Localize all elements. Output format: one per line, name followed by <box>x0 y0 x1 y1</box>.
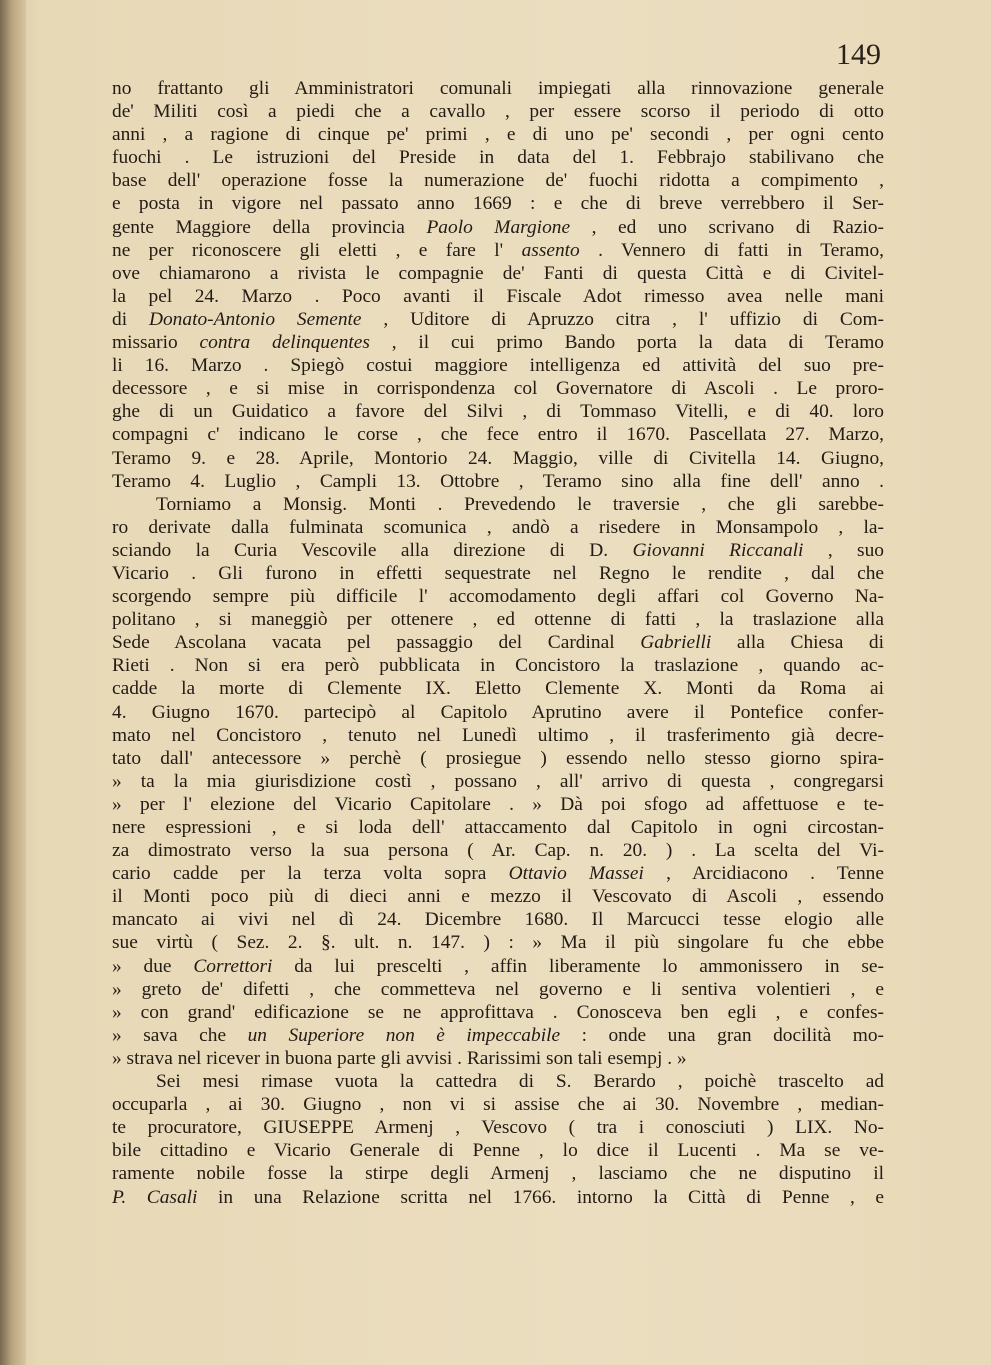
italic-text: assento <box>521 239 580 261</box>
text-line <box>112 1070 884 1093</box>
text-segment: e posta in vigore nel passato anno 1669 : e che di breve verrebbero il Ser- <box>112 193 884 215</box>
text-segment: za dimostrato verso la sua persona ( Ar. Cap. n. 20. ) . La scelta del Vi- <box>112 840 884 862</box>
text-segment: fuochi . Le istruzioni del Preside in data del 1. Febbrajo stabilivano che <box>112 147 884 169</box>
text-segment: base dell' operazione fosse la numerazione de' fuochi ridotta a compimento , <box>112 170 884 192</box>
text-line <box>112 1047 884 1070</box>
text-segment: in una Relazione scritta nel 1766. intorno la Città di Penne , e <box>197 1186 884 1208</box>
book-spine-shadow <box>0 0 26 1365</box>
text-segment: no frattanto gli Amministratori comunali impiegati alla rinnovazione generale <box>112 78 884 99</box>
text-segment: la pel 24. Marzo . Poco avanti il Fiscale Adot rimesso avea nelle mani <box>112 285 884 307</box>
text-segment: Sei mesi rimase vuota la cattedra di S. Berardo , poichè trascelto ad <box>156 1071 884 1093</box>
text-segment: sue virtù ( Sez. 2. §. ult. n. 147. ) : » Ma il più singolare fu che ebbe <box>112 932 884 954</box>
text-segment: » con grand' edificazione se ne approfittava . Conosceva ben egli , e confes- <box>112 1001 884 1023</box>
italic-text: un Superiore non è impeccabile <box>247 1024 561 1046</box>
text-line <box>112 331 884 354</box>
text-line <box>112 354 884 377</box>
text-segment: mancato ai vivi nel dì 24. Dicembre 1680. Il Marcucci tesse elogio alle <box>112 909 884 931</box>
italic-text: contra delinquentes <box>199 332 370 354</box>
body-text <box>112 77 884 1209</box>
text-segment: ghe di un Guidatico a favore del Silvi , di Tommaso Vitelli, e di 40. loro <box>112 401 884 423</box>
italic-text: Ottavio Massei <box>508 863 644 885</box>
text-line <box>112 100 884 123</box>
italic-text: Giovanni Riccanali <box>632 539 804 561</box>
text-segment: missario <box>112 332 200 354</box>
text-segment: Teramo 4. Luglio , Campli 13. Ottobre , Teramo sino alla fine dell' anno . <box>112 470 884 492</box>
text-segment: Sede Ascolana vacata pel passaggio del Cardinal <box>112 632 641 654</box>
text-line <box>112 308 884 331</box>
text-segment: , il cui primo Bando porta la data di Teramo <box>369 332 884 354</box>
text-segment: gente Maggiore della provincia <box>112 216 427 238</box>
text-line <box>112 539 884 562</box>
text-segment: ramente nobile fosse la stirpe degli Armenj , lasciamo che ne disputino il <box>112 1163 884 1185</box>
text-line <box>112 470 884 493</box>
text-segment: Teramo 9. e 28. Aprile, Montorio 24. Maggio, ville di Civitella 14. Giugno, <box>112 447 884 469</box>
text-segment: alla Chiesa di <box>711 632 884 654</box>
text-line <box>112 562 884 585</box>
text-line <box>112 1186 884 1209</box>
text-line <box>112 608 884 631</box>
text-line <box>112 447 884 470</box>
text-line <box>112 816 884 839</box>
text-segment: » per l' elezione del Vicario Capitolare . » Dà poi sfogo ad affettuose e te- <box>112 793 884 815</box>
text-segment: cadde la morte di Clemente IX. Eletto Clemente X. Monti da Roma ai <box>112 678 884 700</box>
text-line <box>112 493 884 516</box>
text-segment: occuparla , ai 30. Giugno , non vi si assise che ai 30. Novembre , median- <box>112 1094 884 1116</box>
italic-text: Paolo Margione <box>426 216 571 238</box>
text-line <box>112 654 884 677</box>
text-line <box>112 169 884 192</box>
text-line <box>112 516 884 539</box>
text-segment: cario cadde per la terza volta sopra <box>112 863 509 885</box>
text-segment: . Vennero di fatti in Teramo, <box>579 239 884 261</box>
text-line <box>112 770 884 793</box>
text-segment: il Monti poco più di dieci anni e mezzo il Vescovato di Ascoli , essendo <box>112 886 884 908</box>
text-segment: de' Militi così a piedi che a cavallo , per essere scorso il periodo di otto <box>112 101 884 123</box>
text-line <box>112 701 884 724</box>
text-segment: » due <box>112 955 194 977</box>
text-line <box>112 1139 884 1162</box>
text-line <box>112 885 884 908</box>
text-segment: mato nel Concistoro , tenuto nel Lunedì ultimo , il trasferimento già decre- <box>112 724 884 746</box>
text-segment: » strava nel ricever in buona parte gli avvisi . Rarissimi son tali esempj . » <box>112 1047 687 1069</box>
text-segment: politano , si maneggiò per ottenere , ed ottenne di fatti , la traslazione alla <box>112 609 884 631</box>
text-line <box>112 862 884 885</box>
text-segment: da lui prescelti , affin liberamente lo ammonissero in se- <box>272 955 884 977</box>
italic-text: Correttori <box>193 955 273 977</box>
text-line <box>112 77 884 100</box>
text-segment: , Arcidiacono . Tenne <box>643 863 884 885</box>
text-segment: Rieti . Non si era però pubblicata in Concistoro la traslazione , quando ac- <box>112 655 884 677</box>
text-segment: » greto de' difetti , che commetteva nel governo e li sentiva volentieri , e <box>112 978 884 1000</box>
text-segment: tato dall' antecessore » perchè ( prosiegue ) essendo nello stesso giorno spira- <box>112 747 884 769</box>
italic-text: P. Casali <box>112 1186 198 1208</box>
text-line <box>112 123 884 146</box>
text-line <box>112 724 884 747</box>
text-line <box>112 978 884 1001</box>
text-segment: bile cittadino e Vicario Generale di Penne , lo dice il Lucenti . Ma se ve- <box>112 1140 884 1162</box>
text-segment: sciando la Curia Vescovile alla direzione di D. <box>112 539 633 561</box>
text-segment: nere espressioni , e si loda dell' attaccamento dal Capitolo in ogni circostan- <box>112 817 884 838</box>
text-line <box>112 1093 884 1116</box>
page-number: 149 <box>836 38 881 71</box>
text-segment: compagni c' indicano le corse , che fece entro il 1670. Pascellata 27. Marzo, <box>112 424 884 446</box>
text-line <box>112 1116 884 1139</box>
text-segment: , suo <box>803 539 884 561</box>
text-segment: , Uditore di Apruzzo citra , l' uffizio di Com- <box>361 308 884 330</box>
text-segment: ro derivate dalla fulminata scomunica , andò a risedere in Monsampolo , la- <box>112 516 884 538</box>
text-line <box>112 1162 884 1185</box>
text-line <box>112 423 884 446</box>
text-line <box>112 631 884 654</box>
text-segment: 4. Giugno 1670. partecipò al Capitolo Aprutino avere il Pontefice confer- <box>112 701 884 723</box>
text-segment: » ta la mia giurisdizione costì , possano , all' arrivo di questa , congregarsi <box>112 770 884 792</box>
text-line <box>112 400 884 423</box>
text-line <box>112 955 884 978</box>
text-segment: di <box>112 308 149 330</box>
text-segment: : onde una gran docilità mo- <box>560 1024 884 1046</box>
text-segment: , ed uno scrivano di Razio- <box>570 216 884 238</box>
text-segment: ne per riconoscere gli eletti , e fare l' <box>112 239 522 261</box>
text-line <box>112 793 884 816</box>
italic-text: Gabrielli <box>640 632 712 654</box>
text-segment: » sava che <box>112 1024 248 1046</box>
text-segment: Vicario . Gli furono in effetti sequestrate nel Regno le rendite , dal che <box>112 562 884 584</box>
text-line <box>112 747 884 770</box>
text-line <box>112 192 884 215</box>
text-line <box>112 262 884 285</box>
text-segment: Torniamo a Monsig. Monti . Prevedendo le traversie , che gli sarebbe- <box>156 493 884 515</box>
text-segment: ove chiamarono a rivista le compagnie de' Fanti di questa Città e di Civitel- <box>112 262 884 284</box>
italic-text: Donato-Antonio Semente <box>148 308 362 330</box>
text-segment: decessore , e si mise in corrispondenza col Governatore di Ascoli . Le proro- <box>112 378 884 400</box>
text-line <box>112 1001 884 1024</box>
text-line <box>112 239 884 262</box>
text-line <box>112 677 884 700</box>
text-line <box>112 931 884 954</box>
text-segment: li 16. Marzo . Spiegò costui maggiore intelligenza ed attività del suo pre- <box>112 355 884 377</box>
text-line <box>112 908 884 931</box>
text-line <box>112 585 884 608</box>
text-line <box>112 377 884 400</box>
text-segment: te procuratore, GIUSEPPE Armenj , Vescovo ( tra i conosciuti ) LIX. No- <box>112 1117 884 1139</box>
text-line <box>112 1024 884 1047</box>
text-segment: scorgendo sempre più difficile l' accomodamento degli affari col Governo Na- <box>112 586 884 608</box>
text-line <box>112 216 884 239</box>
text-line <box>112 285 884 308</box>
text-line <box>112 839 884 862</box>
text-segment: anni , a ragione di cinque pe' primi , e di uno pe' secondi , per ogni cento <box>112 124 884 146</box>
text-line <box>112 146 884 169</box>
